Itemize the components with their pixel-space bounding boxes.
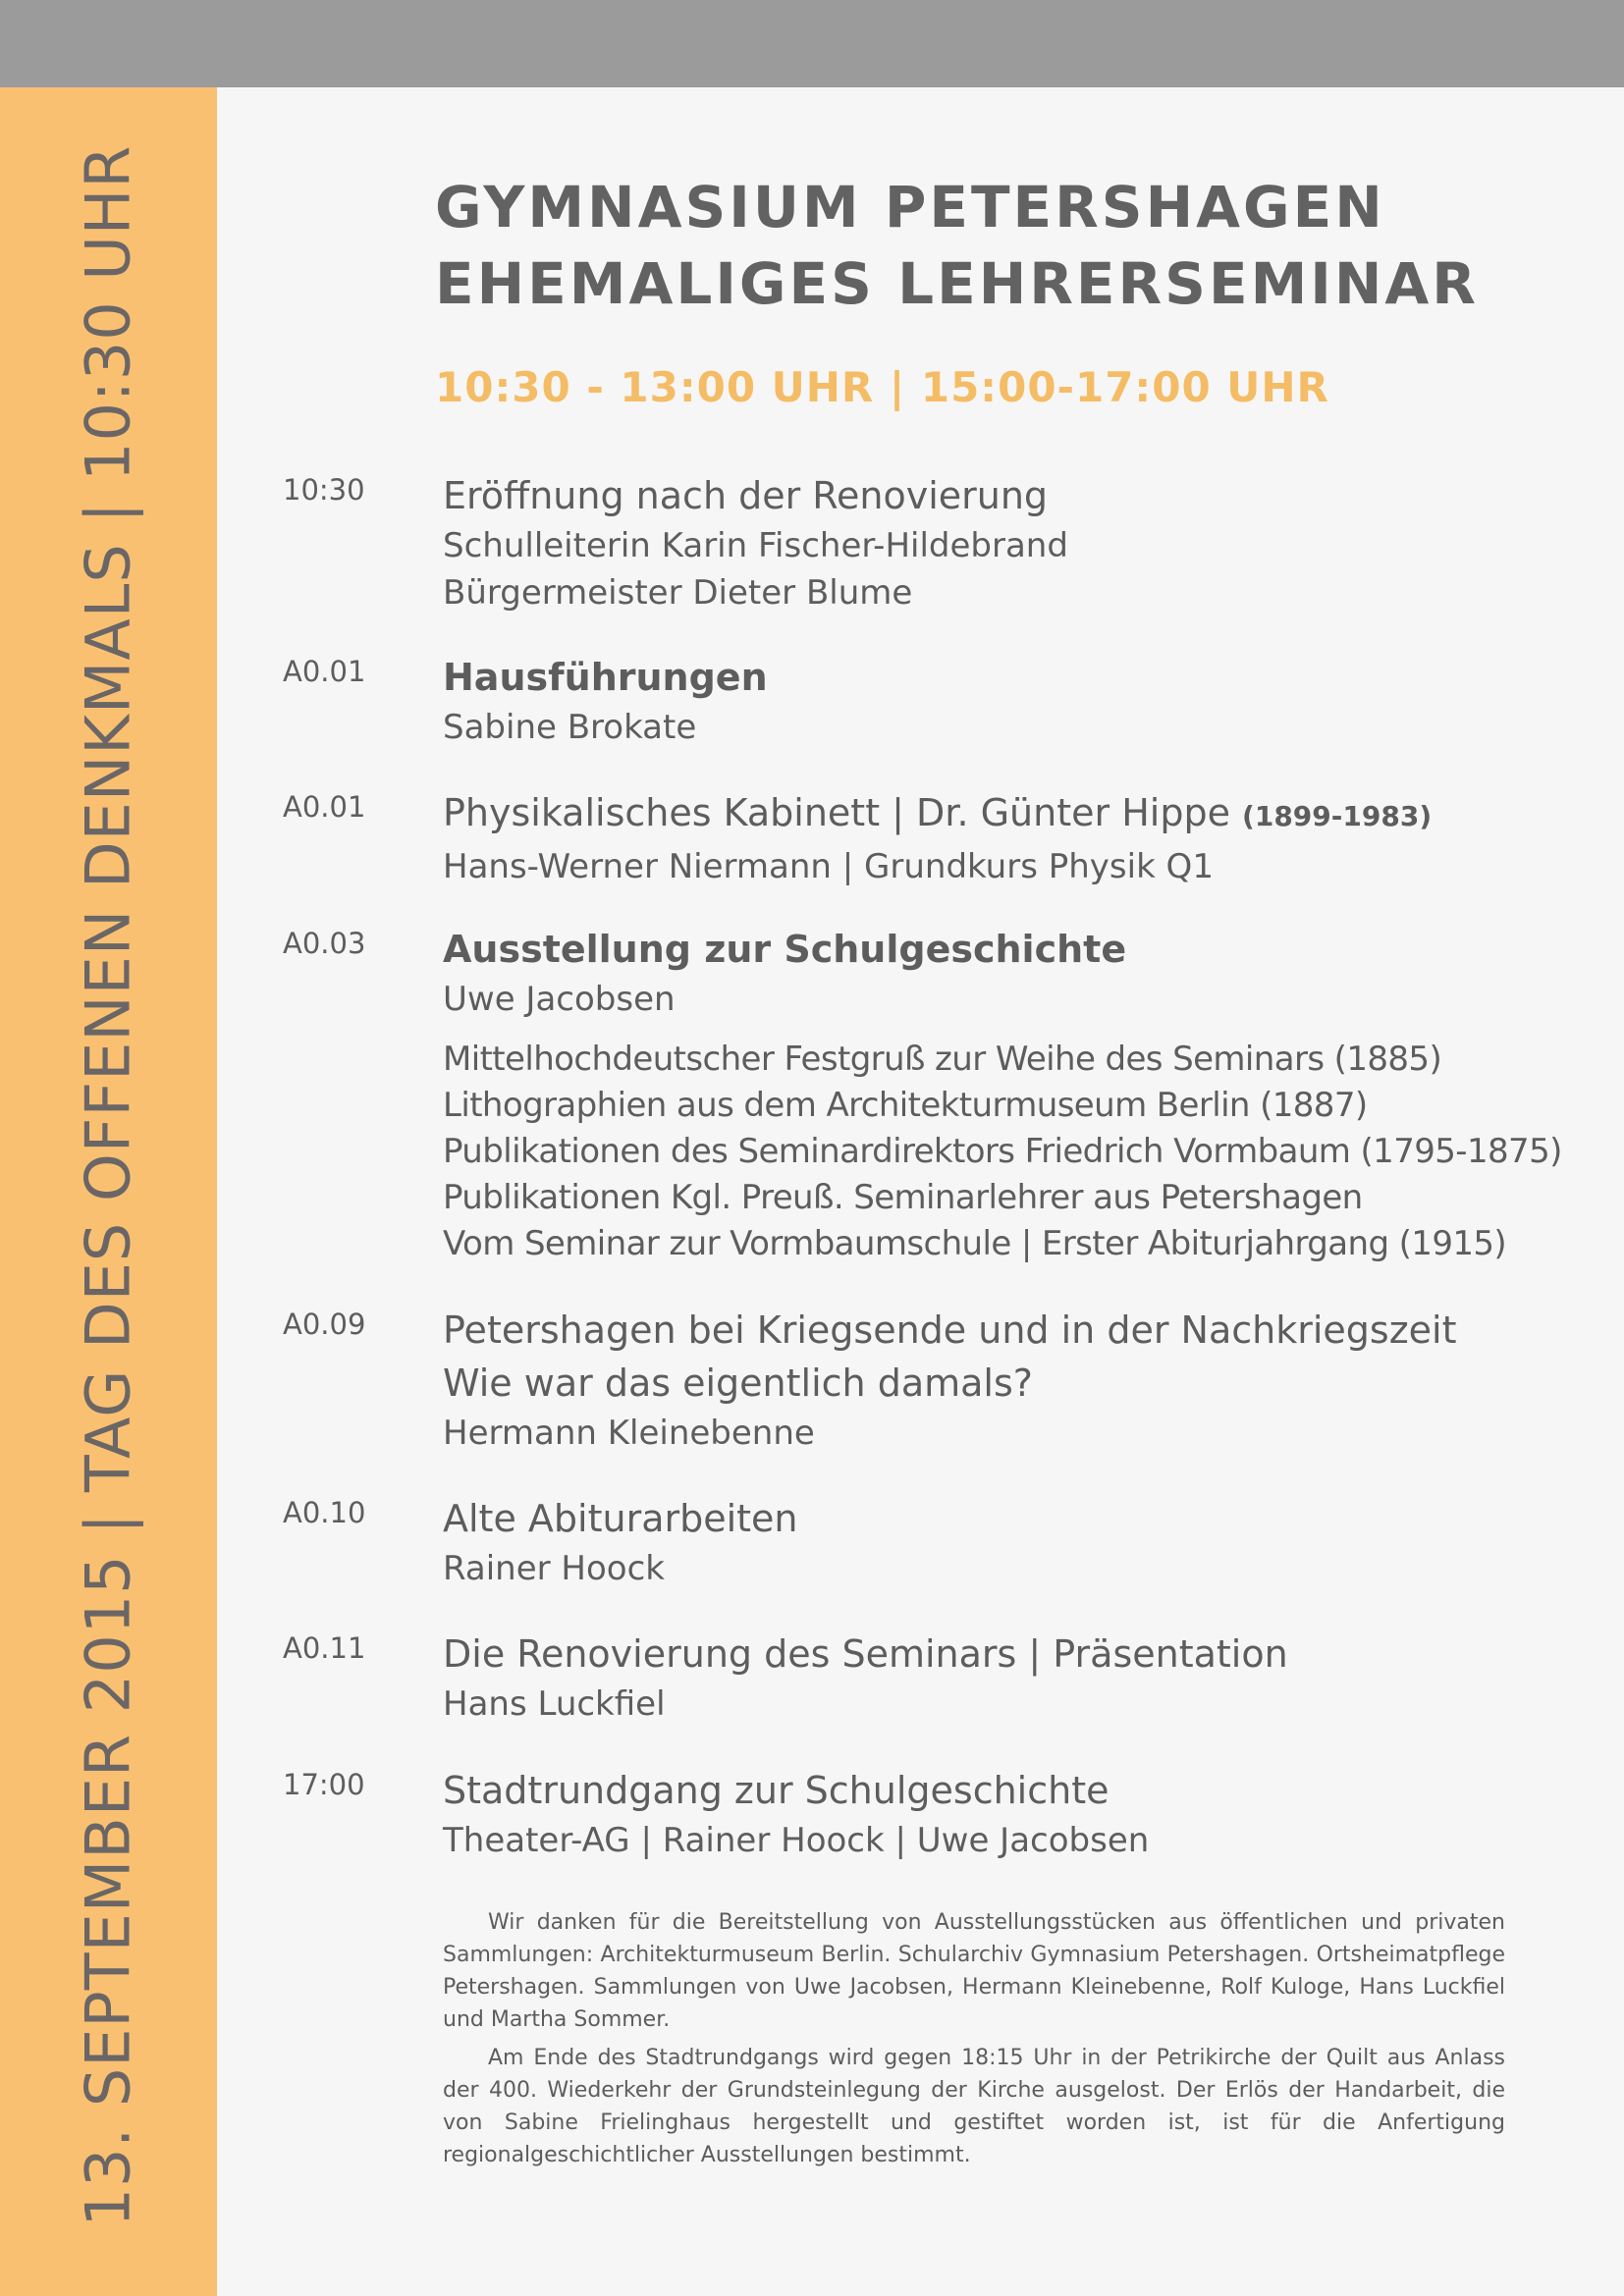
quilt-paragraph: Am Ende des Stadtrundgangs wird gegen 18:15 Uhr in der Petrikirche der Quilt aus Anlass der 400. Wiederkehr der Grundsteinlegung der Kirche ausgelost. Der Erlös der Handarbeit, die von Sabine Frielinghaus hergestellt und gestiftet worden ist, ist für die Anfertigung regionalgeschichtlicher Ausstellungen bestimmt. bbox=[443, 2046, 1505, 2167]
entry-title: Petershagen bei Kriegsende und in der Nachkriegszeit bbox=[443, 1308, 1457, 1352]
entry-title-text: Physikalisches Kabinett | Dr. Günter Hippe bbox=[443, 791, 1230, 834]
title-line-1: GYMNASIUM PETERSHAGEN bbox=[435, 174, 1385, 240]
entry-speaker: Bürgermeister Dieter Blume bbox=[443, 573, 913, 613]
exhibit-list bbox=[443, 1037, 1562, 1267]
entry-title: Hausführungen bbox=[443, 656, 768, 699]
entry-time: 17:00 bbox=[283, 1768, 365, 1801]
entry-title-years: (1899-1983) bbox=[1242, 800, 1433, 832]
entry-title: Alte Abiturarbeiten bbox=[443, 1497, 798, 1540]
entry-room: A0.10 bbox=[283, 1496, 366, 1529]
exhibit-item: Publikationen des Seminardirektors Friedrich Vormbaum (1795-1875) bbox=[443, 1132, 1562, 1171]
side-event-label: 13. SEPTEMBER 2015 | TAG DES OFFENEN DENKMALS | 10:30 UHR bbox=[72, 144, 144, 2227]
exhibit-item: Mittelhochdeutscher Festgruß zur Weihe des Seminars (1885) bbox=[443, 1040, 1442, 1079]
entry-body bbox=[443, 469, 1562, 616]
exhibit-item: Lithographien aus dem Architekturmuseum Berlin (1887) bbox=[443, 1086, 1368, 1125]
footnotes bbox=[443, 1906, 1505, 2177]
entry-body bbox=[443, 1492, 1562, 1592]
entry-title: Eröffnung nach der Renovierung bbox=[443, 474, 1049, 517]
entry-body bbox=[443, 1764, 1562, 1864]
entry-body bbox=[443, 1628, 1562, 1728]
entry-body bbox=[443, 923, 1562, 1267]
entry-title bbox=[443, 786, 1562, 843]
entry-speaker: Hermann Kleinebenne bbox=[443, 1414, 815, 1453]
entry-title: Die Renovierung des Seminars | Präsentation bbox=[443, 1632, 1288, 1676]
top-bar bbox=[0, 0, 1624, 87]
thanks-paragraph: Wir danken für die Bereitstellung von Ausstellungsstücken aus öffentlichen und privaten Sammlungen: Architekturmuseum Berlin. Schularchiv Gymnasium Petershagen. Ortsheimatpflege Petershagen. Sammlungen von Uwe Jacobsen, Hermann Kleinebenne, Rolf Kuloge, Hans Luckfiel und Martha Sommer. bbox=[443, 1910, 1505, 2032]
entry-title: Ausstellung zur Schulgeschichte bbox=[443, 928, 1127, 971]
entry-body bbox=[443, 1304, 1562, 1457]
entry-speaker: Schulleiterin Karin Fischer-Hildebrand bbox=[443, 526, 1068, 565]
exhibit-item: Publikationen Kgl. Preuß. Seminarlehrer aus Petershagen bbox=[443, 1178, 1363, 1217]
entry-subtitle: Wie war das eigentlich damals? bbox=[443, 1362, 1033, 1405]
entry-speaker: Theater-AG | Rainer Hoock | Uwe Jacobsen bbox=[443, 1821, 1150, 1860]
title-line-2: EHEMALIGES LEHRERSEMINAR bbox=[435, 250, 1479, 317]
entry-room: A0.11 bbox=[283, 1631, 366, 1665]
entry-speaker: Hans Luckfiel bbox=[443, 1684, 666, 1724]
entry-room: A0.09 bbox=[283, 1308, 366, 1341]
opening-times: 10:30 - 13:00 UHR | 15:00-17:00 UHR bbox=[435, 363, 1329, 411]
entry-speaker: Sabine Brokate bbox=[443, 708, 697, 747]
exhibit-item: Vom Seminar zur Vormbaumschule | Erster Abiturjahrgang (1915) bbox=[443, 1224, 1507, 1263]
entry-room: A0.01 bbox=[283, 655, 366, 688]
entry-body bbox=[443, 651, 1562, 751]
entry-body bbox=[443, 786, 1562, 890]
entry-speaker: Uwe Jacobsen bbox=[443, 980, 676, 1019]
entry-time: 10:30 bbox=[283, 473, 365, 507]
entry-speaker: Hans-Werner Niermann | Grundkurs Physik Q1 bbox=[443, 847, 1214, 886]
entry-speaker: Rainer Hoock bbox=[443, 1549, 665, 1588]
entry-room: A0.03 bbox=[283, 927, 366, 960]
page-title bbox=[435, 169, 1479, 322]
entry-room: A0.01 bbox=[283, 790, 366, 824]
entry-title: Stadtrundgang zur Schulgeschichte bbox=[443, 1769, 1110, 1812]
